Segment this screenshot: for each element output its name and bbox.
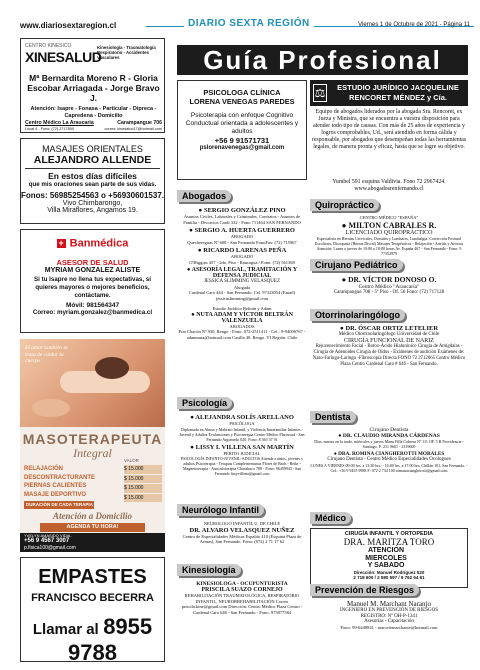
- quiropractico-role: LICENCIADO QUIROPRÁCTICO: [345, 229, 433, 236]
- dentista-1-text: Días: martes en la tarde, miércoles y jueves Manu Filla Cabrera Nº 111 OF. 5 B Providencia - Santiago. F: 231 9601 - 2319600: [314, 439, 464, 449]
- abogado-4-sub: Abogada: [233, 284, 251, 290]
- psicologo-1-text: Diplomada en Abuso y Maltrato Infantil, y Violencia Intrafamiliar Infantes - Juvenil y Adultos Evaluaciones y Psicoterapia Centro Médico Placeroad - San Fernando Argomedo 020. Fono: 8 363 37 91: [179, 426, 305, 442]
- abogado-5-firm: Estudio Jurídico Beltrán y Adam: [212, 306, 272, 311]
- abogado-3-role: ABOGADO: [230, 254, 254, 259]
- kinesalud-address: Carampangue 706: [117, 120, 162, 126]
- empastes-call: Llamar al: [32, 621, 99, 638]
- masajes-line2: que mis oraciones sean parte de sus vidas.: [28, 181, 157, 188]
- empastes-name: FRANCISCO BECERRA: [31, 592, 154, 604]
- psicologia-heading: Psicología: [177, 397, 232, 409]
- psico-clinica-name: LORENA VENEGAS PAREDES: [189, 97, 295, 106]
- medico-phone: 2 718 600 / 2 580 597 / 9 762 64 61: [353, 574, 425, 580]
- medico-box: [310, 528, 468, 588]
- psicologo-1-name: ● ALEJANDRA SOLÍS ARELLANO: [177, 414, 307, 421]
- maso-domicilio: Atención a Domicilio: [52, 511, 132, 521]
- riesgos-text: Asesorías - Capacitación: [364, 619, 414, 624]
- psicologo-2-role: PERITO JUDICIAL: [223, 450, 261, 456]
- pediatrico-section: [310, 255, 468, 296]
- guide-middle-column: [177, 80, 307, 660]
- abogado-2-name: ● SERGIO A. HUERTA GUERRERO: [177, 227, 307, 234]
- psicologia-section: [177, 393, 307, 476]
- plus-icon: +: [58, 237, 64, 248]
- kinesalud-local: Local 4 - Fono: (72) 2717850: [25, 127, 74, 131]
- kinesalud-mail[interactable]: correo: kinesalud17@hotmail.com: [104, 127, 162, 131]
- psico-clinica-phone[interactable]: +56 9 91571731: [214, 136, 270, 145]
- kinesalud-care: Atención: Isapre - Fonasa - Particular - Dipreca - Capredena - Domicilio: [30, 106, 157, 119]
- guide-title: Guía Profesional: [177, 45, 468, 75]
- dentista-2-name: ● DRA. ROMINA CIANGHEROTTI MORALES: [310, 451, 468, 457]
- dentista-heading: Dentista: [310, 411, 356, 423]
- empastes-ad: [20, 557, 165, 662]
- masajes-name: ALEJANDRO ALLENDE: [33, 154, 152, 166]
- abogado-4-role: JESSICA SLIMMING VELASQUEZ: [203, 279, 281, 284]
- dentista-2-text: LUNES A VIERNES 09:00 hrs. a 13:30 hrs. - 16:00 hrs. a 17:00 hrs. Chillán 101, San Fernando. - Cel.: +56 9 9455 9988 F: 072 2 734 100 romanaciangherotti@gmail.com: [310, 462, 468, 473]
- masoterapeuta-ad: [20, 339, 165, 552]
- banmedica-logo: [21, 234, 164, 252]
- neurologo-heading: Neurólogo Infantil: [177, 504, 264, 516]
- site-url[interactable]: www.diariosextaregion.cl: [20, 21, 117, 30]
- scales-icon: ⚖: [314, 86, 326, 100]
- abogado-2-role: ABOGADO: [230, 234, 254, 239]
- banmedica-ad: [20, 229, 165, 333]
- kinesiologia-heading: Kinesiología: [177, 564, 241, 576]
- maso-title: MASOTERAPEUTA: [22, 431, 163, 447]
- abogados-section: [177, 186, 307, 340]
- psico-clinica-title: PSICOLOGA CLÍNICA: [203, 88, 281, 97]
- psicologo-1-role: PSICÓLOGA: [229, 421, 255, 426]
- abogado-5-role: ABOGADOS: [229, 323, 255, 329]
- quiropractico-text: Especialista en Hernias Cervicales, Dorsales y Lumbares, Lumbalgia, Corrección Postural Escoliosis, Discopatía (Hernia Discal) Masajes Terapéuticos - Relajación - Artritis y Artrosis Atención: Lunes a jueves de 10:00 a 18:00 horas Av. España 467 - San Fernando - Fono: 9 77352979: [314, 235, 464, 256]
- pediatrico-center: Centro Médico "Araucaria": [358, 284, 420, 290]
- masajes-addr1: Vivo Chimbarongo,: [62, 200, 123, 207]
- maso-item: RELAJACIÓN: [24, 466, 64, 472]
- medico-att3: Y SABADO: [367, 562, 405, 569]
- banmedica-mobile: Móvil: 981564347: [65, 302, 120, 309]
- maso-banner: DURACIÓN DE CADA TERAPIA: [26, 502, 93, 507]
- psico-clinica-desc: Psicoterapia con enfoque Cognitivo Conductual orientada a adolescentes y adultos: [185, 112, 299, 135]
- kinesiologia-name: KINESIOLOGA - OCUPUNTURISTA: [196, 581, 288, 587]
- neurologo-role: NEUROLOGO INFANTIL U. DE CHILE: [203, 521, 281, 526]
- maso-price: $ 15.000: [124, 475, 162, 484]
- maso-phone: +56 9 4567 3007: [24, 538, 70, 544]
- maso-price: $ 15.000: [124, 465, 162, 474]
- maso-price: $ 15.000: [124, 484, 162, 493]
- maso-prices: [124, 465, 162, 502]
- masajes-title: MASAJES ORIENTALES: [42, 144, 143, 154]
- kinesalud-logo: [25, 43, 102, 73]
- abogado-4-name: ● ASESORÍA LEGAL, TRAMITACIÓN Y DEFENSA JUDICIAL: [177, 267, 307, 279]
- dentista-sub: Cirujano Dentista: [369, 427, 409, 433]
- medico-name: DRA. MARITZA TORO: [343, 537, 435, 547]
- otorrino-text: Rejuvenecimiento Facial - Botox-Ácido Hialurónico Cirugía de Amígdalas - Cirugía de Adenoides Cirugía de Oídos - Exámenes de audición Exámenes de: Naso-Faringo-Laringo -Fibroscopía Directa FONO 72 2712065 Centro Médico Plaza Centro Cardenal Caro # 646 - San Fernando.: [312, 344, 466, 367]
- juridico-banner: [310, 80, 468, 106]
- empastes-title: EMPASTES: [38, 566, 147, 588]
- maso-item: PIERNAS CALIENTES: [24, 483, 87, 489]
- banmedica-name: MYRIAM GONZALEZ ALISTE: [44, 267, 141, 274]
- riesgos-phone: Fono: 99-6448841 - marcelomarchante@hotmail.com: [340, 624, 438, 630]
- otorrino-name: ● DR. ÓSCAR ORTIZ LETELIER: [310, 325, 468, 332]
- kinesiologia-section: [177, 560, 307, 615]
- issue-date: Viernes 1 de Octubre de 2021 - Página 11: [358, 22, 470, 28]
- abogado-4-text: Cardenal Caro 444 - San Fernando. Cel. 97323054 (Email) jessicaslimming@gmail.com: [188, 290, 296, 301]
- riesgos-role: INGENIERO EN PREVENCIÓN DE RIESGOS: [339, 608, 439, 613]
- empastes-phone[interactable]: 8955 9788: [68, 614, 153, 662]
- page-header: [6, 4, 474, 34]
- kinesalud-ad: [20, 38, 165, 133]
- maso-ig[interactable]: p.fisica100@gmail.com: [24, 545, 76, 551]
- quiropractico-name: ● MILTON CABRALES R.: [310, 221, 468, 230]
- dentista-2-role: Cirujano Dentista - Centro Médico Especialidades Ocologues: [327, 457, 451, 462]
- medico-dir: Dirección: Manuel Rodríguez 520: [353, 569, 425, 575]
- maso-name: YVELYN AMASIDO VIDAL: [24, 533, 72, 538]
- abogado-5-name: ● NUTA ADAM Y VÍCTOR BELTRÁN VALENZUELA: [177, 312, 307, 324]
- masajes-phones: Fonos: 56985254563 o +56930601537.: [21, 191, 164, 200]
- maso-item: MASAJE DEPORTIVO: [24, 491, 87, 498]
- abogados-heading: Abogados: [177, 190, 231, 202]
- riesgos-reg: REGISTRO: Nº OH-P-1341: [360, 613, 418, 619]
- dentista-1-name: ● DR. CLAUDIO MIRANDA CÁRDENAS: [310, 433, 468, 439]
- juridico-title: ESTUDIO JURÍDICO JACQUELINE RENCORET MÉNDEZ y Cía.: [337, 83, 459, 102]
- abogado-2-text: Quechereguas Nº 608 - San Fernando FonoFax: (72) 715967: [187, 239, 297, 245]
- medico-att2: MIERCOLES: [365, 554, 407, 562]
- maso-item: DESCONTRACTURANTE: [24, 474, 95, 481]
- pediatrico-text: Carampangue 708 - 5º Piso - Of. 56 Fono: (72) 717128: [333, 290, 445, 295]
- otorrino-section: [310, 305, 468, 368]
- abogado-3-name: ● RICARDO LARENAS PEÑA: [177, 247, 307, 254]
- maso-price: $ 15.000: [124, 494, 162, 503]
- neurologo-section: [177, 500, 307, 545]
- kinesiologia-text: REHABILITACIÓN TRAUMATOLÓGICA, RESPIRATORIO INFANTIL, NEURORREHABILITACIÓN Correo priscila.kine@gmail.com Dirección: Centro Médico Plaza Centro - Cardenal Caro 646 - San Fernando - Fono: 975877584: [181, 593, 303, 615]
- otorrino-heading: Otorrinolaringólogo: [310, 309, 405, 321]
- kinesiologia-sub: PRISCILA SUAZO CORNEJO: [201, 587, 283, 593]
- juridico-text: Equipo de abogados liderados por la abogada Sra. Rencoret, ex Jueza y Ministra, que se encuentra a vuestra disposición para atender todo tipo de causas. Con más de 25 años de experiencia y logros comprobables, Ud., será atendido en forma cálida y responsable, por abogados que desempeñan todas las herramientas legales, de manera pronta y eficaz, hasta que se logre su objetivo.: [311, 109, 467, 150]
- guide-right-column: [310, 80, 468, 660]
- maso-value-label: VALOR: [124, 458, 139, 463]
- maso-items: [24, 465, 120, 499]
- riesgos-section: [310, 580, 468, 630]
- banmedica-pitch: Si tu Isapre no llena tus expectativas, si quieres mayores o mejores beneficios, contáctame.: [34, 276, 151, 299]
- psicologo-2-text: PSICOLOGÍA INFANTO-JUVENIL-ADULTOS Atiende a niños, jóvenes y adultos Psicoterapia - Terapias Complementarias Flores de Bach - Reiki - Magnetoterapia - Auriculoterapia Chacabuco 788 - Fono: 96459943 - San Fernando lissyvillena@gmail.com: [180, 456, 304, 476]
- maso-subtitle: Integral: [73, 446, 112, 460]
- dentista-section: [310, 407, 468, 473]
- quiropractico-section: [310, 195, 468, 256]
- medico-section: [310, 508, 468, 588]
- logo-text: XINESALUD: [25, 49, 102, 65]
- banmedica-brand: Banmédica: [69, 237, 129, 250]
- riesgos-heading: Prevención de Riesgos: [310, 584, 419, 596]
- psico-clinica-box: [177, 80, 307, 180]
- juridico-contact: Yumbel 591 esquina Valdivia. Fono 72 2967424. www.abogadosrenfernando.cl: [332, 179, 446, 192]
- newspaper-name: DIARIO SEXTA REGIÓN: [184, 18, 314, 29]
- otorrino-sub: CIRUGÍA FUNCIONAL DE NARIZ: [344, 338, 434, 344]
- psico-clinica-mail[interactable]: pslorenavenegas@gmail.com: [199, 145, 285, 151]
- banmedica-role: ASESOR DE SALUD: [56, 258, 129, 267]
- kinesalud-center: Centro Médico La Araucaria: [25, 120, 94, 126]
- abogado-3-text: O'Higgins 457 - 2do. Piso - Rancagua / Fono: (72) 561368: [189, 259, 295, 265]
- riesgos-name: Manuel M. Marchant Naranjo: [347, 600, 431, 608]
- quiropractico-center: CENTRO MÉDICO "ESPAÑA": [359, 215, 419, 220]
- neurologo-text: Centro de Especialidades Médicas Espaldo 410 (Esquina Plaza de Armas), San Fernando. Fono: (072) 2 71 17 62: [182, 533, 302, 544]
- medico-role: CIRUGÍA INFANTIL Y ORTOPEDIA: [344, 531, 434, 537]
- pediatrico-heading: Cirujano Pediátrico: [310, 259, 403, 271]
- otorrino-role: Médico Otorrinolaringólogo Universidad de Chile: [338, 332, 440, 337]
- psicologo-2-name: ● LISSY I. VILLENA SAN MARTÍN: [177, 444, 307, 451]
- abogado-5-addr: Prat Chacón Nº 930, Rengo - Fono: 072-2511411 - Cel.: 9-94006767 - adamnuta@hotmail.com Casilla 40. Rengo. VI Región. Chile: [178, 329, 306, 340]
- logo-small-text: CENTRO KINESICO: [25, 43, 72, 49]
- banmedica-mail[interactable]: Correo: myriam.gonzalez@banmedica.cl: [32, 309, 153, 316]
- maso-agenda[interactable]: AGENDA TU HORA!: [40, 523, 145, 532]
- quiropractico-heading: Quiropráctico: [310, 199, 379, 211]
- masajes-ad: [20, 138, 165, 224]
- abogado-1-text: Asuntos Civiles, Laborales y Criminales. Contratos - Asuntos de Familia - Divorcios Cardi 332 - Fono 711464 SAN FERNANDO: [183, 214, 301, 225]
- medico-att1: ATENCIÓN: [367, 547, 405, 554]
- masajes-line1: En estos días difíciles: [48, 171, 137, 181]
- kinesalud-services: Kinesiología - Traumatología Respiratorio - Accidentes Vasculares: [97, 45, 156, 60]
- neurologo-name: DR. ALVARO VELASQUEZ NUÑEZ: [189, 526, 295, 534]
- abogado-1-name: ● SERGIO GONZÁLEZ PINO: [177, 207, 307, 214]
- medico-heading: Médico: [310, 512, 351, 524]
- pediatrico-name: ● DR. VÍCTOR DONOSO O.: [310, 275, 468, 284]
- masajes-addr2: Villa Miraflores, Angamos 19.: [47, 207, 138, 214]
- maso-quote: El amor también se trata de cuidar tu cuerpo: [25, 345, 68, 364]
- kinesalud-staff: Mª Bernardita Moreno R - Gloria Escobar Arriagada - Jorge Bravo J.: [27, 73, 160, 103]
